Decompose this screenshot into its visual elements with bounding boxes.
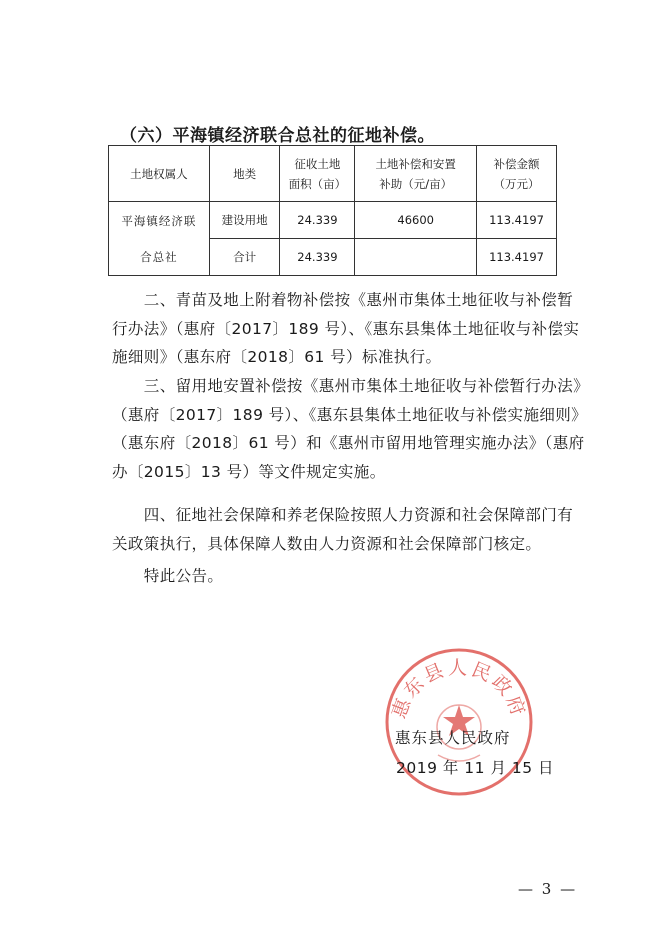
- header-area-line2: 面积（亩）: [288, 176, 347, 191]
- paragraph-line: 三、留用地安置补偿按《惠州市集体土地征收与补偿暂行办法》: [112, 377, 590, 395]
- table-row: [109, 202, 557, 239]
- paragraph-line: （惠东府〔2018〕61 号）和《惠州市留用地管理实施办法》（惠府: [112, 434, 585, 452]
- svg-text:惠东县人民政府: 惠东县人民政府: [387, 657, 531, 722]
- header-land-type: 地类: [209, 146, 280, 202]
- paragraph-line: 四、征地社会保障和养老保险按照人力资源和社会保障部门有: [112, 506, 574, 524]
- subsidy-cell: [355, 239, 477, 276]
- paragraph-line: 办〔2015〕13 号）等文件规定实施。: [112, 462, 386, 481]
- land-type-cell: 建设用地: [209, 202, 280, 239]
- compensation-table: [108, 145, 557, 276]
- owner-line1: 平海镇经济联: [121, 213, 197, 228]
- paragraph-line: （惠府〔2017〕189 号）、《惠东县集体土地征收与补偿实施细则》: [112, 405, 588, 424]
- paragraph-line: 关政策执行，具体保障人数由人力资源和社会保障部门核定。: [112, 534, 542, 553]
- paragraph-4: [112, 501, 602, 558]
- paragraph-3: [112, 372, 602, 486]
- signature-date: 2019 年 11 月 15 日: [396, 759, 555, 777]
- paragraph-line: 行办法》（惠府〔2017〕189 号）、《惠东县集体土地征收与补偿实: [112, 319, 580, 338]
- area-cell: 24.339: [280, 202, 355, 239]
- header-area-line1: 征收土地: [294, 156, 341, 171]
- header-amount-line1: 补偿金额: [493, 156, 540, 171]
- page-number: — 3 —: [518, 880, 578, 898]
- area-cell: 24.339: [280, 239, 355, 276]
- amount-cell: 113.4197: [477, 202, 557, 239]
- land-type-cell: 合计: [209, 239, 280, 276]
- header-area: [280, 146, 355, 202]
- header-subsidy-line2: 补助（元/亩）: [379, 176, 453, 191]
- header-subsidy: [355, 146, 477, 202]
- owner-line2: 合总社: [140, 249, 178, 264]
- paragraph-2: [112, 286, 602, 372]
- header-owner: 土地权属人: [109, 146, 210, 202]
- paragraph-line: 二、青苗及地上附着物补偿按《惠州市集体土地征收与补偿暂: [112, 291, 574, 309]
- header-amount-line2: （万元）: [493, 176, 540, 191]
- signatory-organization: 惠东县人民政府: [395, 729, 511, 747]
- paragraph-5: [112, 562, 602, 591]
- paragraph-line: 特此公告。: [112, 567, 224, 585]
- owner-cell: [109, 202, 210, 276]
- header-subsidy-line1: 土地补偿和安置: [375, 156, 456, 171]
- subsidy-cell: 46600: [355, 202, 477, 239]
- header-amount: [477, 146, 557, 202]
- amount-cell: 113.4197: [477, 239, 557, 276]
- section-heading: （六）平海镇经济联合总社的征地补偿。: [120, 126, 435, 146]
- table-header-row: [109, 146, 557, 202]
- paragraph-line: 施细则》（惠东府〔2018〕61 号）标准执行。: [112, 348, 442, 366]
